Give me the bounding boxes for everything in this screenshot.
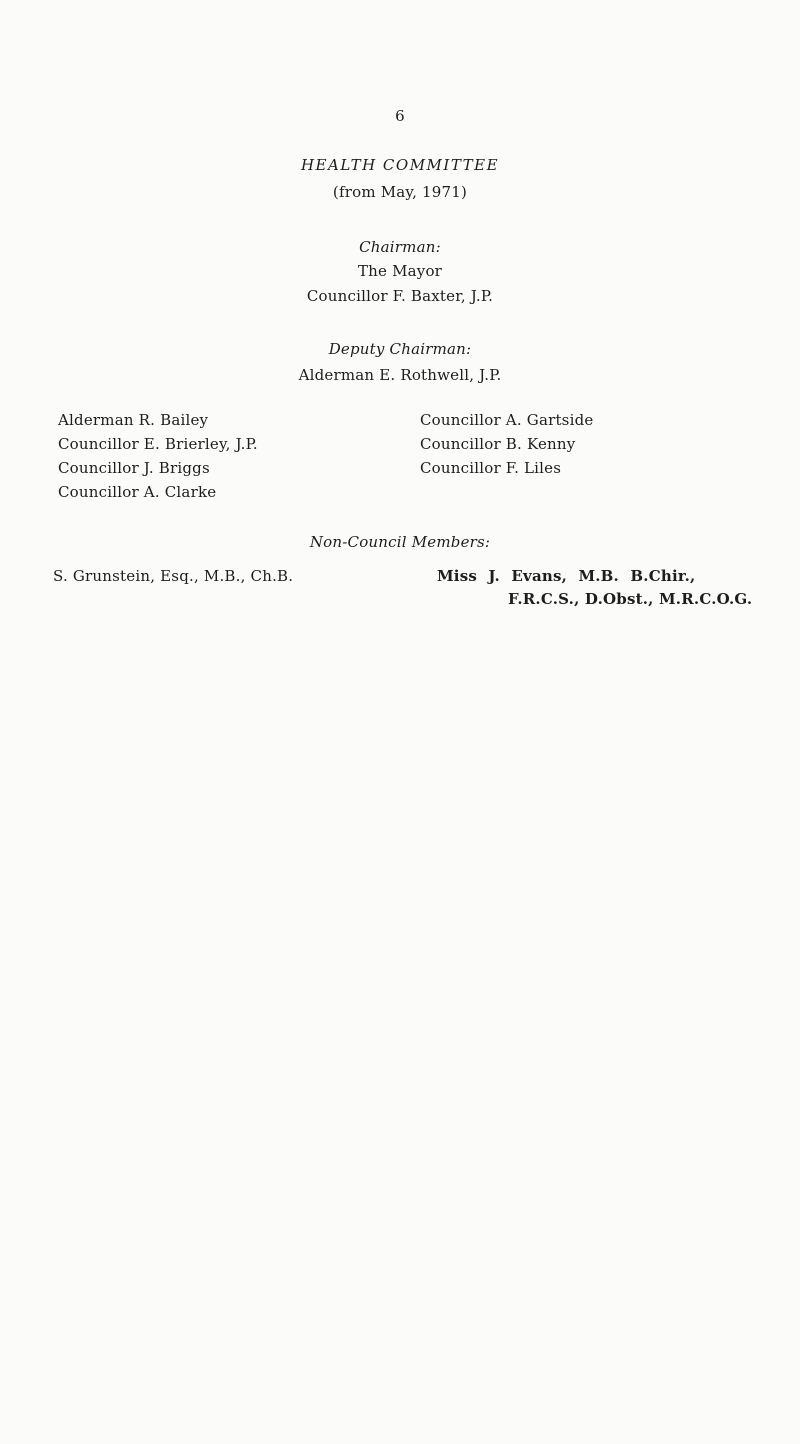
committee-title: HEALTH COMMITTEE [300,156,500,174]
member-left-1: Alderman R. Bailey [58,411,209,429]
member-left-3: Councillor J. Briggs [58,459,210,477]
member-right-1: Councillor A. Gartside [420,411,594,429]
member-right-2: Councillor B. Kenny [420,435,576,453]
member-left-4: Councillor A. Clarke [58,483,217,501]
non-council-member-left: S. Grunstein, Esq., M.B., Ch.B. [53,567,294,585]
member-right-3: Councillor F. Liles [420,459,562,477]
chairman-label: Chairman: [359,238,441,256]
deputy-chairman-name: Alderman E. Rothwell, J.P. [298,366,502,384]
deputy-chairman-label: Deputy Chairman: [328,340,472,358]
chairman-line-2: Councillor F. Baxter, J.P. [306,287,494,305]
committee-period: (from May, 1971) [332,183,468,201]
non-council-member-right-line-2: F.R.C.S., D.Obst., M.R.C.O.G. [508,590,753,608]
chairman-line-1: The Mayor [357,262,443,280]
non-council-label: Non-Council Members: [309,533,491,551]
member-left-2: Councillor E. Brierley, J.P. [58,435,258,453]
non-council-member-right-line-1: Miss J. Evans, M.B. B.Chir., [437,567,696,585]
page-number: 6 [395,107,405,125]
